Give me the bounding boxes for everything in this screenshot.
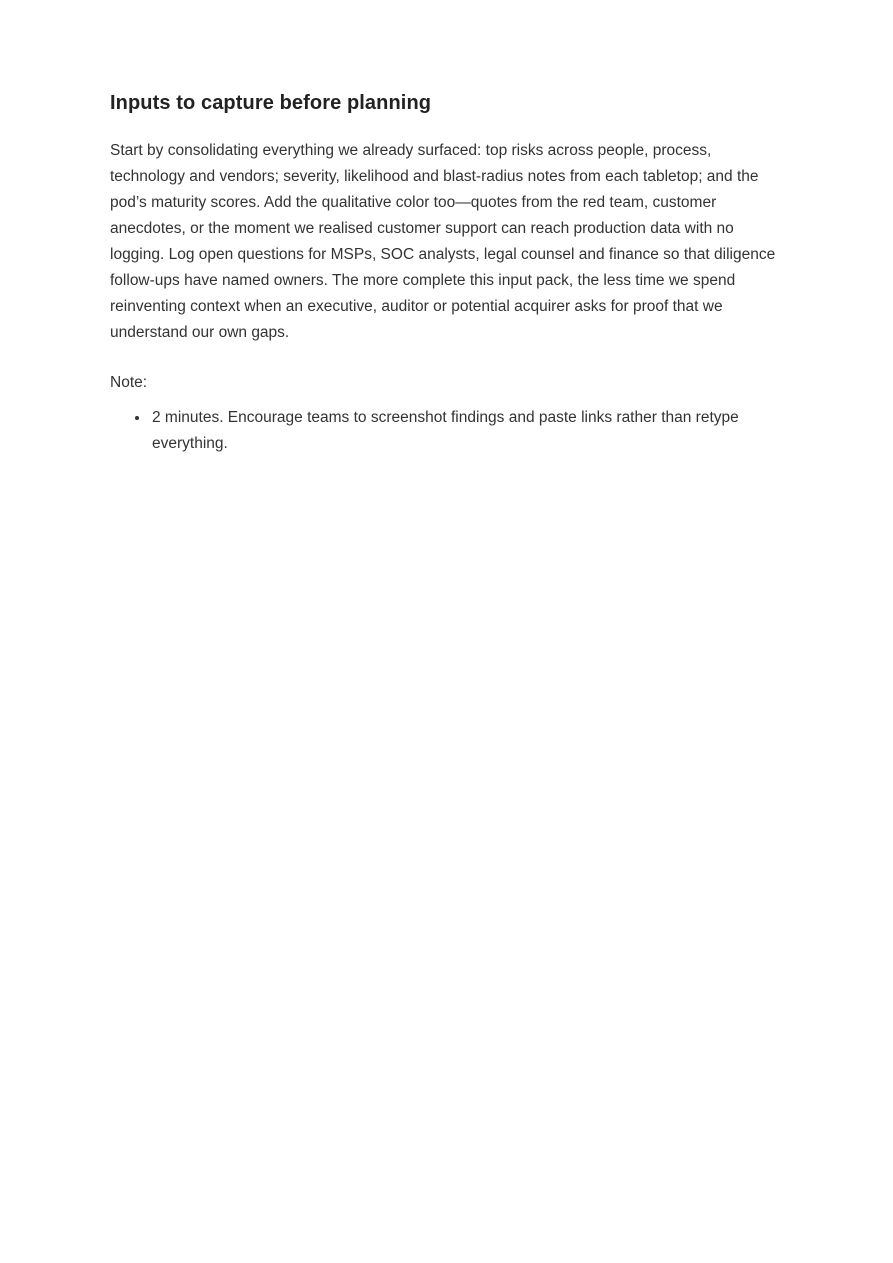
note-label: Note:	[110, 374, 148, 391]
page-title: Inputs to capture before planning	[110, 92, 432, 114]
intro-paragraph: Start by consolidating everything we already surfaced: top risks across people, process, technology and vendors; severity, likelihood and blast-radius notes from each tabletop; and the pod’s maturity scores. Add the qualitative color too—quotes from the red team, customer anecdotes, or the moment we realised customer support can reach production data with no logging. Log open questions for MSPs, SOC analysts, legal counsel and finance so that diligence follow-ups have named owners. The more complete this input pack, the less time we spend reinventing context when an executive, auditor or potential acquirer asks for proof that we understand our own gaps.	[110, 142, 776, 341]
document-content	[0, 0, 893, 457]
note-list	[110, 405, 781, 457]
note-list-item: • 2 minutes. Encourage teams to screenshot findings and paste links rather than retype everything.	[150, 405, 781, 457]
